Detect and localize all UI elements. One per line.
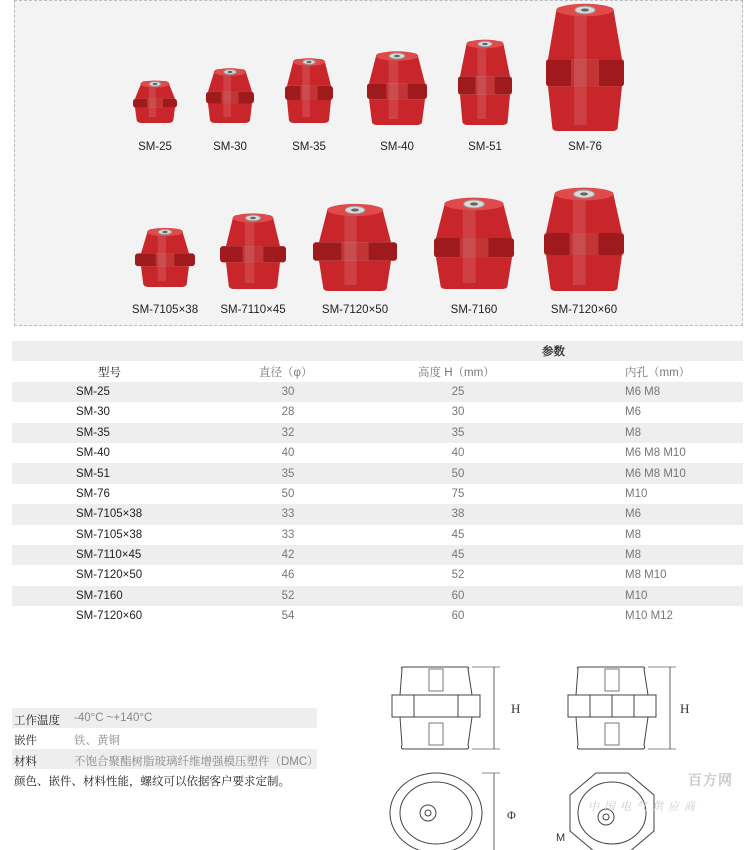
spec-model-cell: SM-76 bbox=[76, 487, 110, 500]
spec-model-cell: SM-40 bbox=[76, 447, 110, 460]
spec-row bbox=[12, 565, 743, 585]
spec-hole-cell: M8 bbox=[625, 549, 641, 562]
params-group-title: 参数 bbox=[542, 346, 565, 359]
spec-rows bbox=[12, 382, 743, 627]
spec-diameter-cell: 33 bbox=[281, 508, 295, 521]
spec-hole-cell: M10 M12 bbox=[625, 610, 673, 623]
spec-diameter-cell: 54 bbox=[281, 610, 295, 623]
spec-diameter-cell: 32 bbox=[281, 426, 295, 439]
spec-table bbox=[12, 341, 743, 626]
spec-diameter-cell: 35 bbox=[281, 467, 295, 480]
property-key: 材料 bbox=[14, 755, 37, 768]
spec-model-cell: SM-25 bbox=[76, 385, 110, 398]
spec-diameter-cell: 52 bbox=[281, 589, 295, 602]
product-label: SM-25 bbox=[138, 141, 172, 153]
spec-model-cell: SM-7160 bbox=[76, 589, 123, 602]
drawing-round-top bbox=[390, 773, 500, 850]
spec-diameter-cell: 42 bbox=[281, 549, 295, 562]
property-row bbox=[12, 708, 317, 728]
spec-hole-cell: M10 bbox=[625, 487, 648, 500]
property-value: 铁、黄铜 bbox=[74, 735, 120, 748]
property-key: 嵌件 bbox=[14, 735, 37, 748]
height-dim-label-hex: H bbox=[680, 701, 690, 716]
spec-model-cell: SM-7105×38 bbox=[76, 528, 143, 541]
spec-hole-cell: M8 bbox=[625, 528, 641, 541]
spec-header-row bbox=[12, 361, 743, 381]
col-header-diameter: 直径（φ） bbox=[259, 366, 313, 379]
spec-row bbox=[12, 463, 743, 483]
spec-height-cell: 35 bbox=[451, 426, 465, 439]
drawings-svg bbox=[380, 655, 740, 845]
property-key: 工作温度 bbox=[14, 715, 60, 727]
watermark-subtext: 中国电气供应商 bbox=[588, 801, 700, 813]
spec-row bbox=[12, 606, 743, 626]
spec-hole-cell: M8 M10 bbox=[625, 569, 667, 582]
diameter-dim-label: Φ bbox=[507, 808, 516, 822]
property-row bbox=[12, 749, 317, 769]
spec-hole-cell: M10 bbox=[625, 589, 648, 602]
spec-height-cell: 50 bbox=[451, 467, 465, 480]
spec-diameter-cell: 40 bbox=[281, 447, 295, 460]
height-dim-label: H bbox=[511, 701, 521, 716]
col-header-height: 高度 H（mm） bbox=[418, 366, 495, 379]
drawing-round-side bbox=[392, 667, 500, 749]
product-label: SM-51 bbox=[468, 141, 502, 153]
spec-height-cell: 38 bbox=[451, 508, 465, 521]
col-header-model: 型号 bbox=[98, 366, 121, 379]
spec-row bbox=[12, 443, 743, 463]
product-label: SM-30 bbox=[213, 141, 247, 153]
spec-row bbox=[12, 382, 743, 402]
spec-row bbox=[12, 504, 743, 524]
spec-diameter-cell: 50 bbox=[281, 487, 295, 500]
spec-hole-cell: M6 bbox=[625, 406, 641, 419]
spec-hole-cell: M6 M8 M10 bbox=[625, 447, 686, 460]
spec-group-header-row bbox=[12, 341, 743, 361]
spec-hole-cell: M6 M8 M10 bbox=[625, 467, 686, 480]
spec-height-cell: 52 bbox=[451, 569, 465, 582]
spec-hole-cell: M8 bbox=[625, 426, 641, 439]
spec-row bbox=[12, 423, 743, 443]
spec-model-cell: SM-7120×60 bbox=[76, 610, 143, 623]
material-properties bbox=[12, 708, 317, 769]
spec-height-cell: 45 bbox=[451, 549, 465, 562]
spec-height-cell: 25 bbox=[451, 385, 465, 398]
site-watermark bbox=[588, 770, 733, 814]
product-label: SM-7120×50 bbox=[321, 304, 389, 316]
product-label: SM-40 bbox=[380, 141, 414, 153]
product-label: SM-7110×45 bbox=[220, 304, 286, 316]
m-dim-label: M bbox=[556, 832, 566, 844]
spec-model-cell: SM-51 bbox=[76, 467, 110, 480]
spec-row bbox=[12, 545, 743, 565]
spec-height-cell: 40 bbox=[451, 447, 465, 460]
spec-row bbox=[12, 484, 743, 504]
insulator-image bbox=[15, 1, 744, 327]
spec-diameter-cell: 33 bbox=[281, 528, 295, 541]
spec-diameter-cell: 30 bbox=[281, 385, 295, 398]
product-label: SM-7160 bbox=[450, 304, 498, 316]
technical-drawings bbox=[380, 655, 740, 850]
customization-note: 颜色、嵌件、材料性能，螺纹可以依据客户要求定制。 bbox=[14, 776, 290, 788]
spec-hole-cell: M6 bbox=[625, 508, 641, 521]
spec-height-cell: 60 bbox=[451, 610, 465, 623]
product-label: SM-76 bbox=[568, 141, 602, 153]
spec-row bbox=[12, 402, 743, 422]
product-label: SM-7120×60 bbox=[550, 304, 618, 316]
property-value: 不饱合聚酯树脂玻璃纤维增强模压塑件（DMC） bbox=[74, 755, 319, 768]
spec-diameter-cell: 28 bbox=[281, 406, 295, 419]
property-value: -40°C ~+140°C bbox=[74, 712, 153, 724]
spec-row bbox=[12, 525, 743, 545]
watermark-text: 百方网 bbox=[688, 772, 733, 788]
drawing-hex-side bbox=[568, 667, 676, 749]
spec-model-cell: SM-7110×45 bbox=[76, 549, 142, 562]
product-gallery bbox=[14, 0, 743, 326]
spec-model-cell: SM-7105×38 bbox=[76, 508, 143, 521]
col-header-hole: 内孔（mm） bbox=[625, 366, 691, 379]
product-label: SM-7105×38 bbox=[131, 304, 199, 316]
spec-diameter-cell: 46 bbox=[281, 569, 295, 582]
spec-model-cell: SM-35 bbox=[76, 426, 110, 439]
property-row bbox=[12, 728, 317, 748]
spec-height-cell: 45 bbox=[451, 528, 465, 541]
spec-height-cell: 60 bbox=[451, 589, 465, 602]
spec-row bbox=[12, 586, 743, 606]
spec-height-cell: 75 bbox=[451, 487, 465, 500]
product-label: SM-35 bbox=[292, 141, 326, 153]
spec-height-cell: 30 bbox=[451, 406, 465, 419]
spec-model-cell: SM-30 bbox=[76, 406, 110, 419]
spec-hole-cell: M6 M8 bbox=[625, 385, 661, 398]
spec-model-cell: SM-7120×50 bbox=[76, 569, 143, 582]
